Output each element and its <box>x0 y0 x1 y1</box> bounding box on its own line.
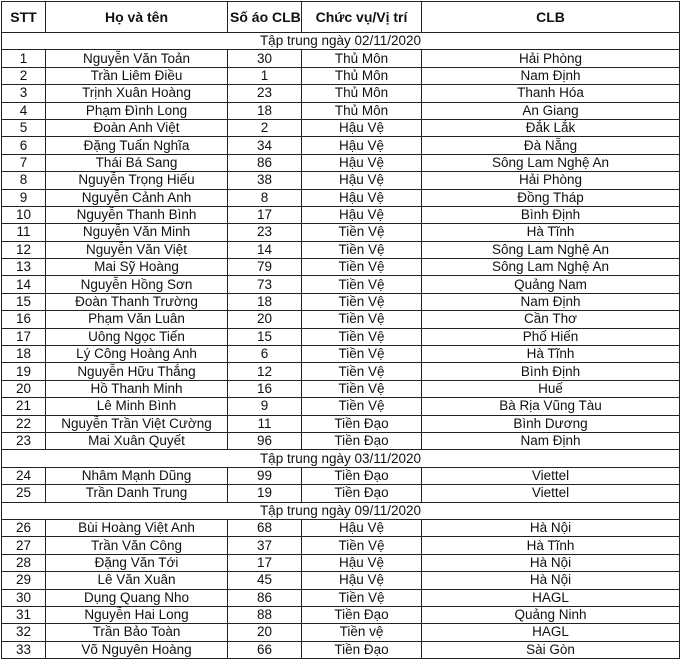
table-row <box>2 624 680 641</box>
cell-name: Uông Ngọc Tiến <box>46 328 228 345</box>
cell-stt: 19 <box>2 363 46 380</box>
table-row <box>2 67 680 84</box>
cell-position: Hậu Vệ <box>302 189 422 206</box>
table-row <box>2 589 680 606</box>
cell-stt: 20 <box>2 380 46 397</box>
table-row <box>2 50 680 67</box>
cell-name: Thái Bá Sang <box>46 154 228 171</box>
cell-position: Hậu Vệ <box>302 172 422 189</box>
table-row <box>2 554 680 571</box>
cell-stt: 31 <box>2 606 46 623</box>
group-separator-row <box>2 33 680 50</box>
cell-shirt-number: 73 <box>228 276 302 293</box>
cell-shirt-number: 68 <box>228 519 302 536</box>
cell-shirt-number: 15 <box>228 328 302 345</box>
cell-stt: 21 <box>2 398 46 415</box>
table-row <box>2 467 680 484</box>
cell-club: Sông Lam Nghệ An <box>422 154 680 171</box>
cell-shirt-number: 37 <box>228 537 302 554</box>
cell-club: Nam Định <box>422 432 680 449</box>
cell-name: Đoàn Thanh Trường <box>46 293 228 310</box>
cell-name: Lý Công Hoàng Anh <box>46 346 228 363</box>
cell-name: Mai Sỹ Hoàng <box>46 259 228 276</box>
group-title: Tập trung ngày 09/11/2020 <box>2 502 680 519</box>
cell-club: Hà Tĩnh <box>422 346 680 363</box>
roster-body <box>2 33 680 659</box>
cell-shirt-number: 30 <box>228 50 302 67</box>
cell-club: Hà Tĩnh <box>422 537 680 554</box>
header-stt: STT <box>2 2 46 33</box>
cell-position: Tiền Vệ <box>302 537 422 554</box>
cell-name: Phạm Đình Long <box>46 102 228 119</box>
cell-shirt-number: 45 <box>228 572 302 589</box>
cell-club: HAGL <box>422 589 680 606</box>
table-row <box>2 206 680 223</box>
cell-name: Bùi Hoàng Việt Anh <box>46 519 228 536</box>
roster-table <box>1 1 680 659</box>
cell-shirt-number: 11 <box>228 415 302 432</box>
cell-club: Hà Nội <box>422 519 680 536</box>
cell-position: Tiền Đạo <box>302 485 422 502</box>
cell-stt: 9 <box>2 189 46 206</box>
cell-stt: 24 <box>2 467 46 484</box>
cell-position: Hậu Vệ <box>302 572 422 589</box>
cell-name: Nguyễn Trần Việt Cường <box>46 415 228 432</box>
cell-shirt-number: 20 <box>228 311 302 328</box>
cell-position: Hậu Vệ <box>302 154 422 171</box>
cell-shirt-number: 79 <box>228 259 302 276</box>
cell-shirt-number: 20 <box>228 624 302 641</box>
cell-position: Thủ Môn <box>302 50 422 67</box>
table-row <box>2 276 680 293</box>
cell-club: Hải Phòng <box>422 172 680 189</box>
cell-shirt-number: 19 <box>228 485 302 502</box>
cell-name: Trần Văn Công <box>46 537 228 554</box>
cell-club: Sông Lam Nghệ An <box>422 241 680 258</box>
cell-name: Trần Danh Trung <box>46 485 228 502</box>
table-row <box>2 415 680 432</box>
table-row <box>2 224 680 241</box>
cell-shirt-number: 18 <box>228 293 302 310</box>
table-row <box>2 380 680 397</box>
cell-shirt-number: 38 <box>228 172 302 189</box>
cell-stt: 11 <box>2 224 46 241</box>
cell-position: Tiền Đạo <box>302 415 422 432</box>
cell-name: Nguyễn Hữu Thắng <box>46 363 228 380</box>
cell-position: Thủ Môn <box>302 85 422 102</box>
cell-position: Tiền Vệ <box>302 311 422 328</box>
cell-name: Dụng Quang Nho <box>46 589 228 606</box>
cell-name: Nguyễn Thanh Bình <box>46 206 228 223</box>
cell-club: Đà Nẵng <box>422 137 680 154</box>
cell-club: Thanh Hóa <box>422 85 680 102</box>
cell-position: Hậu Vệ <box>302 554 422 571</box>
cell-shirt-number: 1 <box>228 67 302 84</box>
table-row <box>2 328 680 345</box>
cell-stt: 14 <box>2 276 46 293</box>
cell-name: Võ Nguyên Hoàng <box>46 641 228 658</box>
cell-position: Hậu Vệ <box>302 519 422 536</box>
cell-stt: 1 <box>2 50 46 67</box>
cell-name: Phạm Văn Luân <box>46 311 228 328</box>
cell-club: Bình Định <box>422 363 680 380</box>
cell-shirt-number: 18 <box>228 102 302 119</box>
cell-stt: 18 <box>2 346 46 363</box>
cell-club: Hà Tĩnh <box>422 224 680 241</box>
cell-club: Bà Rịa Vũng Tàu <box>422 398 680 415</box>
cell-club: Quảng Ninh <box>422 606 680 623</box>
cell-position: Tiền Vệ <box>302 380 422 397</box>
cell-club: Phố Hiến <box>422 328 680 345</box>
cell-name: Lê Minh Bình <box>46 398 228 415</box>
cell-position: Tiền Vệ <box>302 346 422 363</box>
cell-name: Nguyễn Cảnh Anh <box>46 189 228 206</box>
cell-stt: 17 <box>2 328 46 345</box>
cell-name: Hồ Thanh Minh <box>46 380 228 397</box>
header-name: Họ và tên <box>46 2 228 33</box>
cell-shirt-number: 14 <box>228 241 302 258</box>
cell-name: Nguyễn Trọng Hiếu <box>46 172 228 189</box>
cell-club: Sài Gòn <box>422 641 680 658</box>
cell-name: Nguyễn Hồng Sơn <box>46 276 228 293</box>
cell-name: Nhâm Mạnh Dũng <box>46 467 228 484</box>
cell-shirt-number: 23 <box>228 85 302 102</box>
cell-position: Tiền Vệ <box>302 398 422 415</box>
cell-position: Tiền Vệ <box>302 224 422 241</box>
cell-name: Nguyễn Hai Long <box>46 606 228 623</box>
cell-club: Hà Nội <box>422 572 680 589</box>
cell-shirt-number: 6 <box>228 346 302 363</box>
cell-position: Tiền Vệ <box>302 589 422 606</box>
table-row <box>2 432 680 449</box>
cell-stt: 23 <box>2 432 46 449</box>
table-row <box>2 398 680 415</box>
cell-name: Đoàn Anh Việt <box>46 119 228 136</box>
cell-stt: 26 <box>2 519 46 536</box>
cell-name: Nguyễn Văn Minh <box>46 224 228 241</box>
cell-stt: 2 <box>2 67 46 84</box>
cell-shirt-number: 17 <box>228 206 302 223</box>
cell-stt: 22 <box>2 415 46 432</box>
table-row <box>2 119 680 136</box>
cell-stt: 32 <box>2 624 46 641</box>
table-row <box>2 102 680 119</box>
cell-shirt-number: 23 <box>228 224 302 241</box>
cell-club: Đắk Lắk <box>422 119 680 136</box>
cell-club: An Giang <box>422 102 680 119</box>
table-row <box>2 606 680 623</box>
cell-club: Hải Phòng <box>422 50 680 67</box>
cell-position: Tiền Vệ <box>302 276 422 293</box>
cell-position: Tiền Vệ <box>302 363 422 380</box>
cell-club: Bình Định <box>422 206 680 223</box>
cell-shirt-number: 8 <box>228 189 302 206</box>
group-separator-row <box>2 502 680 519</box>
cell-stt: 27 <box>2 537 46 554</box>
cell-stt: 33 <box>2 641 46 658</box>
cell-stt: 16 <box>2 311 46 328</box>
group-separator-row <box>2 450 680 467</box>
cell-club: Viettel <box>422 485 680 502</box>
cell-name: Trịnh Xuân Hoàng <box>46 85 228 102</box>
cell-stt: 30 <box>2 589 46 606</box>
table-row <box>2 311 680 328</box>
cell-club: Huế <box>422 380 680 397</box>
cell-name: Nguyễn Văn Việt <box>46 241 228 258</box>
table-row <box>2 189 680 206</box>
cell-name: Nguyễn Văn Toản <box>46 50 228 67</box>
cell-shirt-number: 2 <box>228 119 302 136</box>
table-row <box>2 259 680 276</box>
cell-position: Hậu Vệ <box>302 206 422 223</box>
cell-position: Tiền Đạo <box>302 467 422 484</box>
cell-stt: 12 <box>2 241 46 258</box>
header-club: CLB <box>422 2 680 33</box>
cell-name: Đặng Tuấn Nghĩa <box>46 137 228 154</box>
cell-name: Đặng Văn Tới <box>46 554 228 571</box>
table-row <box>2 154 680 171</box>
cell-shirt-number: 17 <box>228 554 302 571</box>
cell-stt: 5 <box>2 119 46 136</box>
cell-stt: 10 <box>2 206 46 223</box>
table-row <box>2 241 680 258</box>
cell-position: Tiền Vệ <box>302 328 422 345</box>
cell-stt: 25 <box>2 485 46 502</box>
cell-position: Tiền Đạo <box>302 606 422 623</box>
header-shirt-number: Số áo CLB <box>228 2 302 33</box>
table-row <box>2 137 680 154</box>
cell-shirt-number: 96 <box>228 432 302 449</box>
cell-club: Hà Nội <box>422 554 680 571</box>
header-row <box>2 2 680 33</box>
cell-position: Tiền Vệ <box>302 259 422 276</box>
group-title: Tập trung ngày 02/11/2020 <box>2 33 680 50</box>
cell-position: Tiền Đạo <box>302 432 422 449</box>
cell-club: Nam Định <box>422 293 680 310</box>
group-title: Tập trung ngày 03/11/2020 <box>2 450 680 467</box>
cell-shirt-number: 12 <box>228 363 302 380</box>
table-row <box>2 363 680 380</box>
cell-stt: 13 <box>2 259 46 276</box>
header-position: Chức vụ/Vị trí <box>302 2 422 33</box>
cell-shirt-number: 16 <box>228 380 302 397</box>
cell-position: Tiền vệ <box>302 624 422 641</box>
table-row <box>2 537 680 554</box>
table-row <box>2 293 680 310</box>
cell-name: Trần Liêm Điều <box>46 67 228 84</box>
cell-position: Thủ Môn <box>302 102 422 119</box>
cell-stt: 29 <box>2 572 46 589</box>
cell-stt: 8 <box>2 172 46 189</box>
cell-shirt-number: 86 <box>228 589 302 606</box>
cell-shirt-number: 88 <box>228 606 302 623</box>
table-row <box>2 572 680 589</box>
cell-position: Thủ Môn <box>302 67 422 84</box>
cell-position: Tiền Đạo <box>302 641 422 658</box>
cell-shirt-number: 9 <box>228 398 302 415</box>
table-row <box>2 172 680 189</box>
cell-stt: 7 <box>2 154 46 171</box>
cell-position: Tiền Vệ <box>302 241 422 258</box>
cell-shirt-number: 34 <box>228 137 302 154</box>
cell-position: Tiền Vệ <box>302 293 422 310</box>
cell-name: Trần Bảo Toàn <box>46 624 228 641</box>
table-row <box>2 519 680 536</box>
table-row <box>2 485 680 502</box>
cell-club: Bình Dương <box>422 415 680 432</box>
cell-club: Đồng Tháp <box>422 189 680 206</box>
cell-club: Sông Lam Nghệ An <box>422 259 680 276</box>
cell-name: Mai Xuân Quyết <box>46 432 228 449</box>
cell-stt: 6 <box>2 137 46 154</box>
table-row <box>2 346 680 363</box>
cell-shirt-number: 66 <box>228 641 302 658</box>
cell-stt: 3 <box>2 85 46 102</box>
cell-stt: 4 <box>2 102 46 119</box>
cell-club: HAGL <box>422 624 680 641</box>
cell-name: Lê Văn Xuân <box>46 572 228 589</box>
cell-club: Viettel <box>422 467 680 484</box>
cell-club: Nam Định <box>422 67 680 84</box>
cell-shirt-number: 99 <box>228 467 302 484</box>
cell-shirt-number: 86 <box>228 154 302 171</box>
table-row <box>2 85 680 102</box>
cell-stt: 28 <box>2 554 46 571</box>
cell-position: Hậu Vệ <box>302 137 422 154</box>
cell-position: Hậu Vệ <box>302 119 422 136</box>
cell-stt: 15 <box>2 293 46 310</box>
cell-club: Cần Thơ <box>422 311 680 328</box>
cell-club: Quảng Nam <box>422 276 680 293</box>
